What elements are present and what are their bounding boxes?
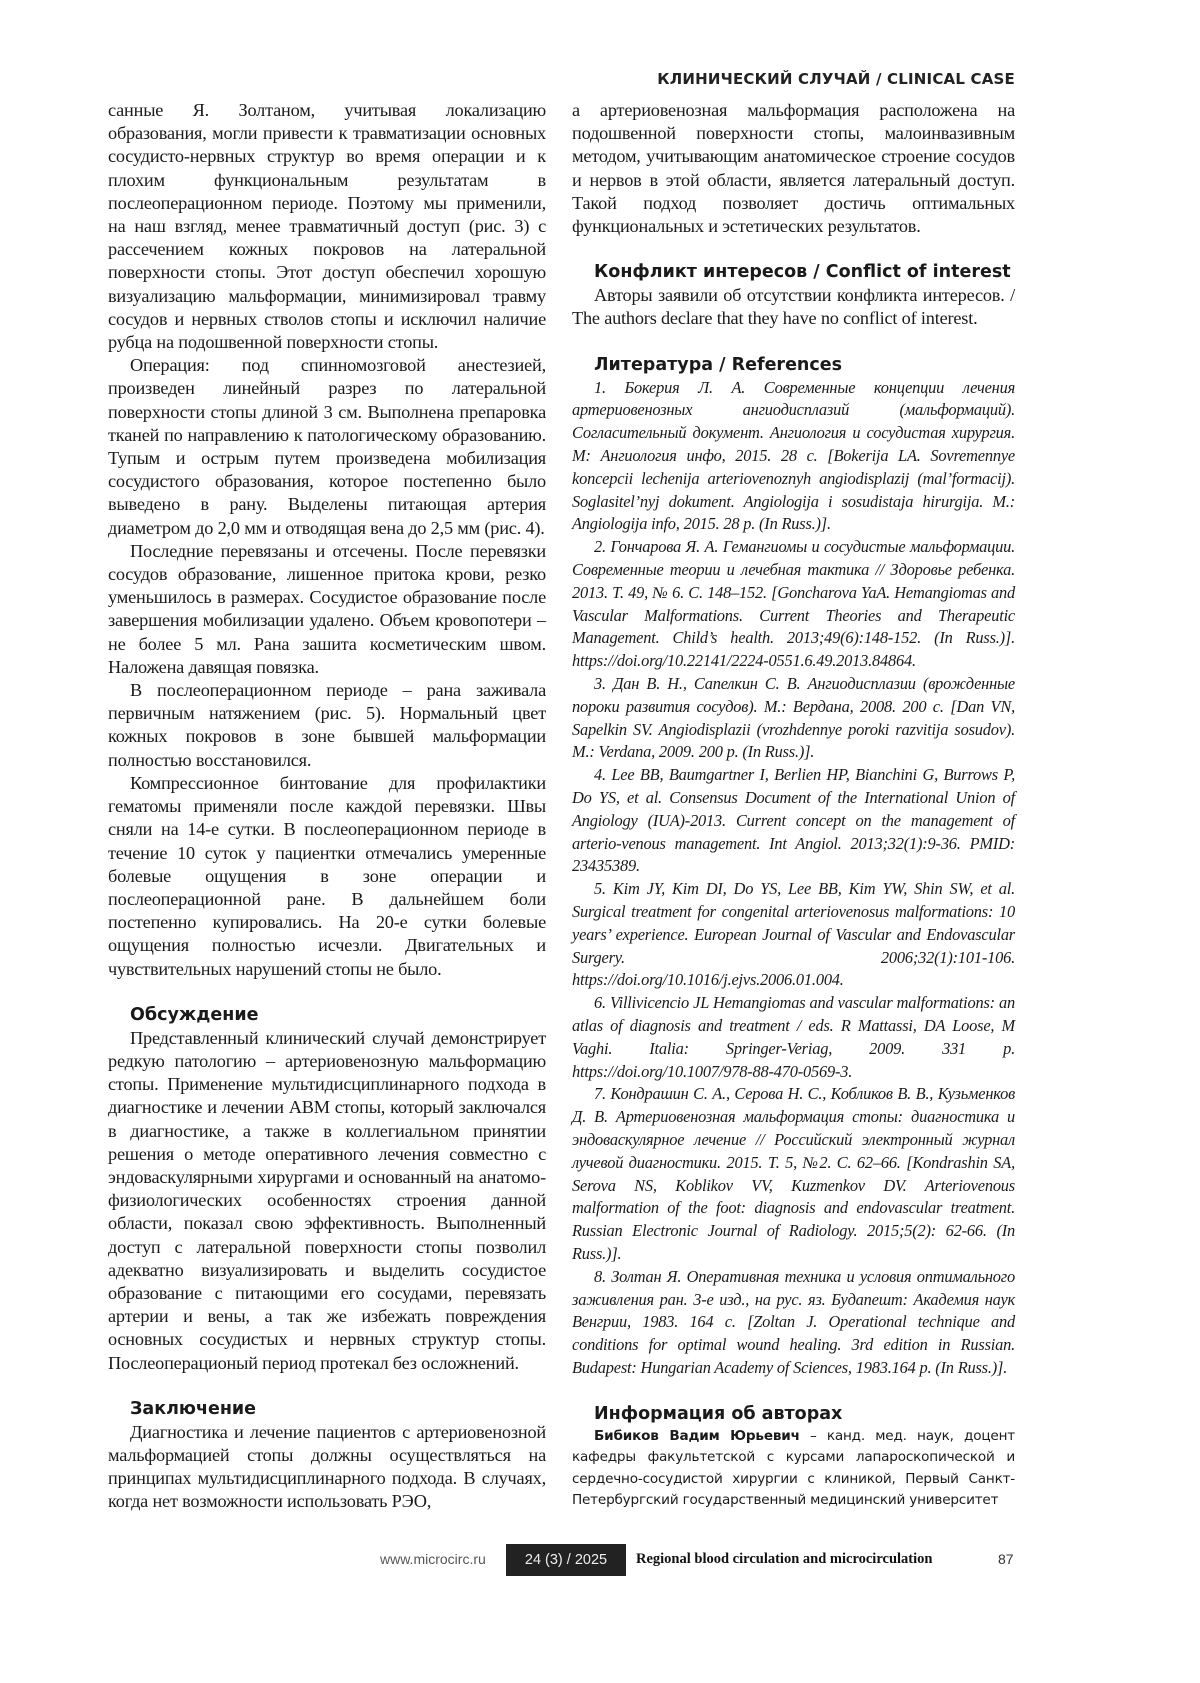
reference-list <box>572 377 1015 1380</box>
page-number: 87 <box>998 1551 1014 1567</box>
references-heading: Литература / References <box>572 354 1015 377</box>
section-header: КЛИНИЧЕСКИЙ СЛУЧАЙ / CLINICAL CASE <box>0 0 1200 92</box>
authors-heading: Информация об авторах <box>572 1403 1015 1426</box>
left-column <box>108 99 546 1514</box>
right-column <box>572 99 1015 1512</box>
paragraph: Компрессионное бинтование для профилактики гематомы применяли после каждой перевязки. Швы сняли на 14-е сутки. В послеоперационном периоде в течение 10 суток у пациентки отмечались умеренные болевые ощущения в зоне операции и послеоперационной ране. В дальнейшем боли постепенно купировались. На 20-е сутки болевые ощущения полностью исчезли. Двигательных и чувствительных нарушений стопы не было. <box>108 772 546 981</box>
author-name: Бибиков Вадим Юрьевич <box>594 1428 800 1444</box>
author-info <box>572 1426 1015 1512</box>
reference-item: 7. Кондрашин С. А., Серова Н. С., Кобликов В. В., Кузьменков Д. В. Артериовенозная мальформация стопы: диагностика и эндоваскулярное лечение // Российский электронный журнал лучевой диагностики. 2015. Т. 5, №2. С. 62–66. [Kondrashin SA, Serova NS, Koblikov VV, Kuzmenkov DV. Arteriovenous malformation of the foot: diagnosis and endovascular treatment. Russian Electronic Journal of Radiology. 2015;5(2): 62-66. (In Russ.)]. <box>572 1083 1015 1265</box>
reference-item: 3. Дан В. Н., Сапелкин С. В. Ангиодисплазии (врожденные пороки развития сосудов). М.: Вердана, 2008. 200 с. [Dan VN, Sapelkin SV. Angiodisplazii (vrozhdennye poroki razvitija sosudov). M.: Verdana, 2009. 200 p. (In Russ.)]. <box>572 673 1015 764</box>
discussion-heading: Обсуждение <box>108 1004 546 1027</box>
article-body <box>108 99 1200 1514</box>
paragraph: а артериовенозная мальформация расположена на подошвенной поверхности стопы, малоинвазивным методом, учитывающим анатомическое строение сосудов и нервов в этой области, является латеральный доступ. Такой подход позволяет достичь оптимальных функциональных и эстетических результатов. <box>572 99 1015 238</box>
reference-item: 2. Гончарова Я. А. Гемангиомы и сосудистые мальформации. Современные теории и лечебная тактика // Здоровье ребенка. 2013. Т. 49, № 6. С. 148–152. [Goncharova YaA. Hemangiomas and Vascular Malformations. Current Theories and Therapeutic Management. Child’s health. 2013;49(6):148-152. (In Russ.)]. https://doi.org/10.22141/2224-0551.6.49.2013.84864. <box>572 536 1015 673</box>
paragraph: В послеоперационном периоде – рана заживала первичным натяжением (рис. 5). Нормальный цвет кожных покровов в зоне бывшей мальформации полностью восстановился. <box>108 679 546 772</box>
conflict-heading: Конфликт интересов / Conflict of interest <box>572 261 1015 284</box>
conclusion-heading: Заключение <box>108 1398 546 1421</box>
reference-item: 6. Villivicencio JL Hemangiomas and vascular malformations: an atlas of diagnosis and treatment / eds. R Mattassi, DA Loose, M Vaghi. Italia: Springer-Veriag, 2009. 331 p. https://doi.org/10.1007/978-88-470-0569-3. <box>572 992 1015 1083</box>
reference-item: 5. Kim JY, Kim DI, Do YS, Lee BB, Kim YW, Shin SW, et al. Surgical treatment for congenital arteriovenosus malformations: 10 years’ experience. European Journal of Vascular and Endovascular Surgery. 2006;32(1):101-106. https://doi.org/10.1016/j.ejvs.2006.01.004. <box>572 878 1015 992</box>
paragraph: Операция: под спинномозговой анестезией, произведен линейный разрез по латеральной поверхности стопы длиной 3 см. Выполнена препаровка тканей по направлению к патологическому образованию. Тупым и острым путем произведена мобилизация сосудистого образования, которое постепенно было выведено в рану. Выделены питающая артерия диаметром до 2,0 мм и отводящая вена до 2,5 мм (рис. 4). <box>108 354 546 540</box>
journal-website: www.microcirc.ru <box>380 1551 486 1567</box>
issue-badge: 24 (3) / 2025 <box>506 1544 626 1576</box>
conclusion-paragraph: Диагностика и лечение пациентов с артериовенозной мальформацией стопы должны осуществляться на принципах мультидисциплинарного подхода. В случаях, когда нет возможности использовать РЭО, <box>108 1421 546 1514</box>
reference-item: 1. Бокерия Л. А. Современные концепции лечения артериовенозных ангиодисплазий (мальформаций). Согласительный документ. Ангиология и сосудистая хирургия. М: Ангиология инфо, 2015. 28 с. [Bokerija LA. Sovremennye koncepcii lechenija arteriovenoznyh angiodisplazij (mal’formacij). Soglasitel’nyj dokument. Angiologija i sosudistaja hirurgija. M.: Angiologija info, 2015. 28 p. (In Russ.)]. <box>572 377 1015 537</box>
journal-title: Regional blood circulation and microcirculation <box>636 1551 932 1568</box>
page-footer <box>0 1544 1200 1578</box>
author-bio: – канд. мед. наук, доцент кафедры факультетской с курсами лапароскопической и сердечно-сосудистой хирургии с клиникой, Первый Санкт-Петербургский государственный медицинский университет <box>572 1428 1015 1509</box>
reference-item: 8. Золтан Я. Оперативная техника и условия оптимального заживления ран. 3-е изд., на рус. яз. Будапешт: Академия наук Венгрии, 1983. 164 с. [Zoltan J. Operational technique and conditions for optimal wound healing. 3rd edition in Russian. Budapest: Hungarian Academy of Sciences, 1983.164 p. (In Russ.)]. <box>572 1266 1015 1380</box>
paragraph: Последние перевязаны и отсечены. После перевязки сосудов образование, лишенное притока крови, резко уменьшилось в размерах. Сосудистое образование после завершения мобилизации удалено. Объем кровопотери – не более 5 мл. Рана зашита косметическим швом. Наложена давящая повязка. <box>108 540 546 679</box>
discussion-paragraph: Представленный клинический случай демонстрирует редкую патологию – артериовенозную мальформацию стопы. Применение мультидисциплинарного подхода в диагностике и лечении АВМ стопы, который заключался в диагностике, а также в коллегиальном принятии решения о методе оперативного лечения совместно с эндоваскулярными хирургами и основанный на анатомо-физиологических особенностях строения данной области, показал свою эффективность. Выполненный доступ с латеральной поверхности стопы позволил адекватно визуализировать и выделить сосудистое образование с питающими его сосудами, перевязать артерии и вены, а так же избежать повреждения основных сосудистых и нервных структур стопы. Послеоперационый период протекал без осложнений. <box>108 1027 546 1375</box>
reference-item: 4. Lee BB, Baumgartner I, Berlien HP, Bianchini G, Burrows P, Do YS, et al. Consensus Document of the International Union of Angiology (IUA)-2013. Current concept on the management of arterio-venous management. Int Angiol. 2013;32(1):9-36. PMID: 23435389. <box>572 764 1015 878</box>
paragraph: санные Я. Золтаном, учитывая локализацию образования, могли привести к травматизации основных сосудисто-нервных структур во время операции и к плохим функциональным результатам в послеоперационном периоде. Поэтому мы применили, на наш взгляд, менее травматичный доступ (рис. 3) с рассечением кожных покровов на латеральной поверхности стопы. Этот доступ обеспечил хорошую визуализацию мальформации, минимизировал травму сосудов и нервных стволов стопы и исключил наличие рубца на подошвенной поверхности стопы. <box>108 99 546 354</box>
conflict-paragraph: Авторы заявили об отсутствии конфликта интересов. / The authors declare that they have no conflict of interest. <box>572 284 1015 330</box>
